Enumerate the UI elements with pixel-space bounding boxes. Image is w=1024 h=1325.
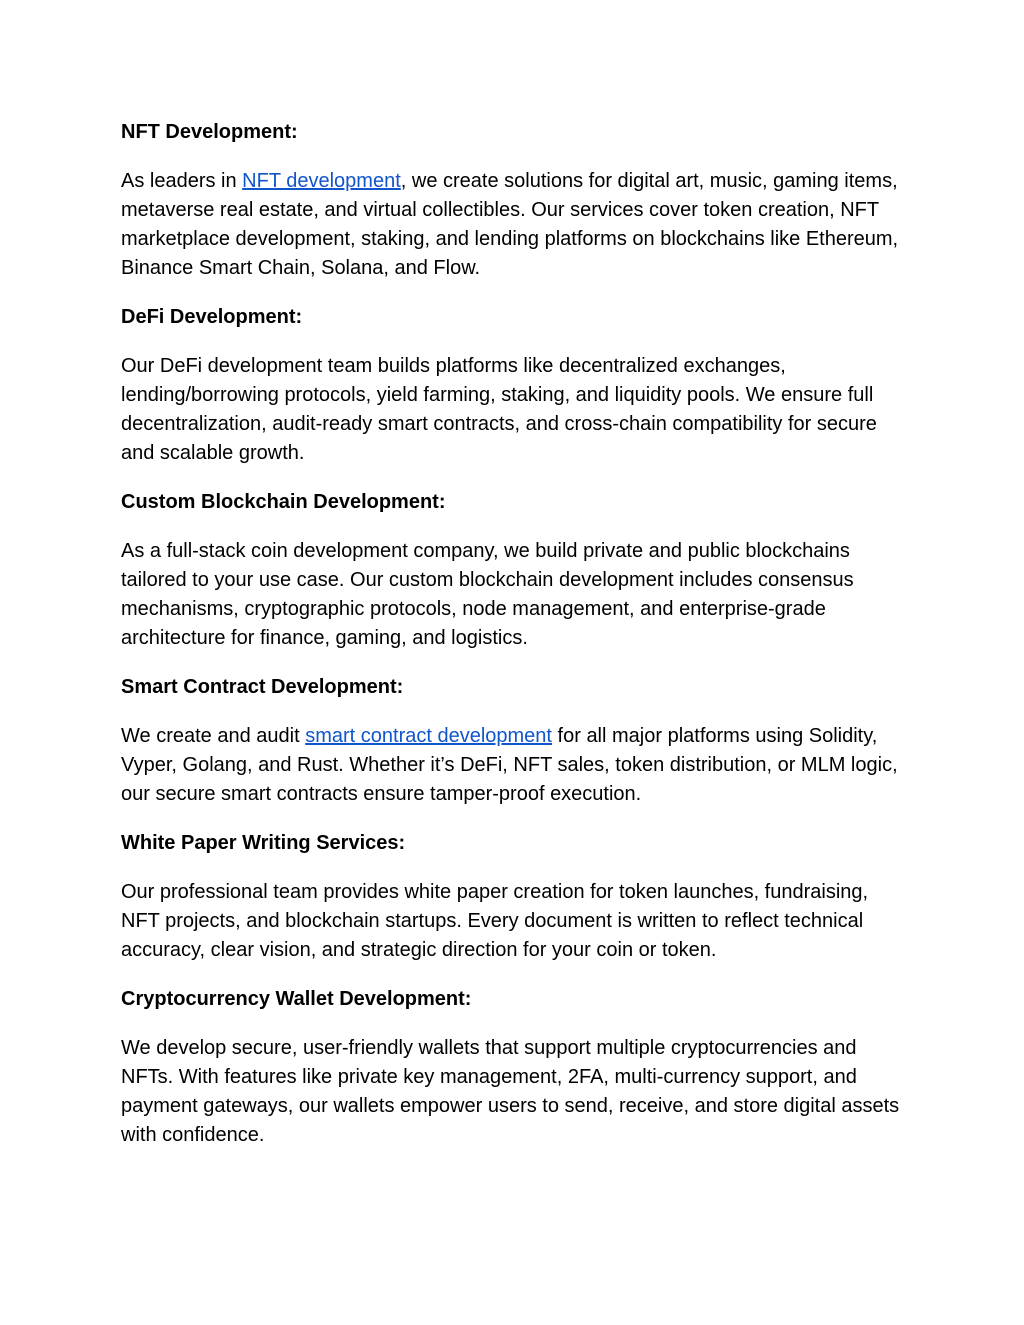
heading-white-paper-writing-services: White Paper Writing Services:: [121, 832, 406, 854]
paragraph-text: , we create solutions for digital art, music, gaming items, metaverse real estate, and virtual collectibles. Our services cover token creation, NFT marketplace development, staking, and lending platforms on blockchains like Ethereum, Binance Smart Chain, Solana, and Flow.: [121, 170, 899, 279]
nft-development-link[interactable]: NFT development: [242, 170, 401, 192]
paragraph-defi-development: Our DeFi development team builds platforms like decentralized exchanges, lending/borrowing protocols, yield farming, staking, and liquidity pools. We ensure full decentralization, audit-ready smart contracts, and cross-chain compatibility for secure and scalable growth.: [121, 355, 877, 464]
paragraph-text: As leaders in: [121, 170, 243, 192]
heading-cryptocurrency-wallet-development: Cryptocurrency Wallet Development:: [121, 988, 472, 1010]
heading-custom-blockchain-development: Custom Blockchain Development:: [121, 491, 446, 513]
document-page: [121, 118, 911, 1170]
paragraph-custom-blockchain-development: As a full-stack coin development company, we build private and public blockchains tailored to your use case. Our custom blockchain development includes consensus mechanisms, cryptographic protocols, node management, and enterprise-grade architecture for finance, gaming, and logistics.: [121, 540, 854, 649]
paragraph-nft-development: [121, 167, 911, 283]
paragraph-white-paper-writing-services: Our professional team provides white paper creation for token launches, fundraising, NFT projects, and blockchain startups. Every document is written to reflect technical accuracy, clear vision, and strategic direction for your coin or token.: [121, 881, 869, 961]
paragraph-smart-contract-development: [121, 722, 911, 809]
paragraph-text: We create and audit: [121, 725, 306, 747]
heading-defi-development: DeFi Development:: [121, 306, 303, 328]
smart-contract-development-link[interactable]: smart contract development: [305, 725, 552, 747]
paragraph-cryptocurrency-wallet-development: We develop secure, user-friendly wallets that support multiple cryptocurrencies and NFTs. With features like private key management, 2FA, multi-currency support, and payment gateways, our wallets empower users to send, receive, and store digital assets with confidence.: [121, 1037, 900, 1146]
heading-smart-contract-development: Smart Contract Development:: [121, 676, 404, 698]
paragraph-text: for all major platforms using Solidity, Vyper, Golang, and Rust. Whether it’s DeFi, NFT sales, token distribution, or MLM logic, our secure smart contracts ensure tamper-proof execution.: [121, 725, 898, 805]
heading-nft-development: NFT Development:: [121, 121, 298, 143]
